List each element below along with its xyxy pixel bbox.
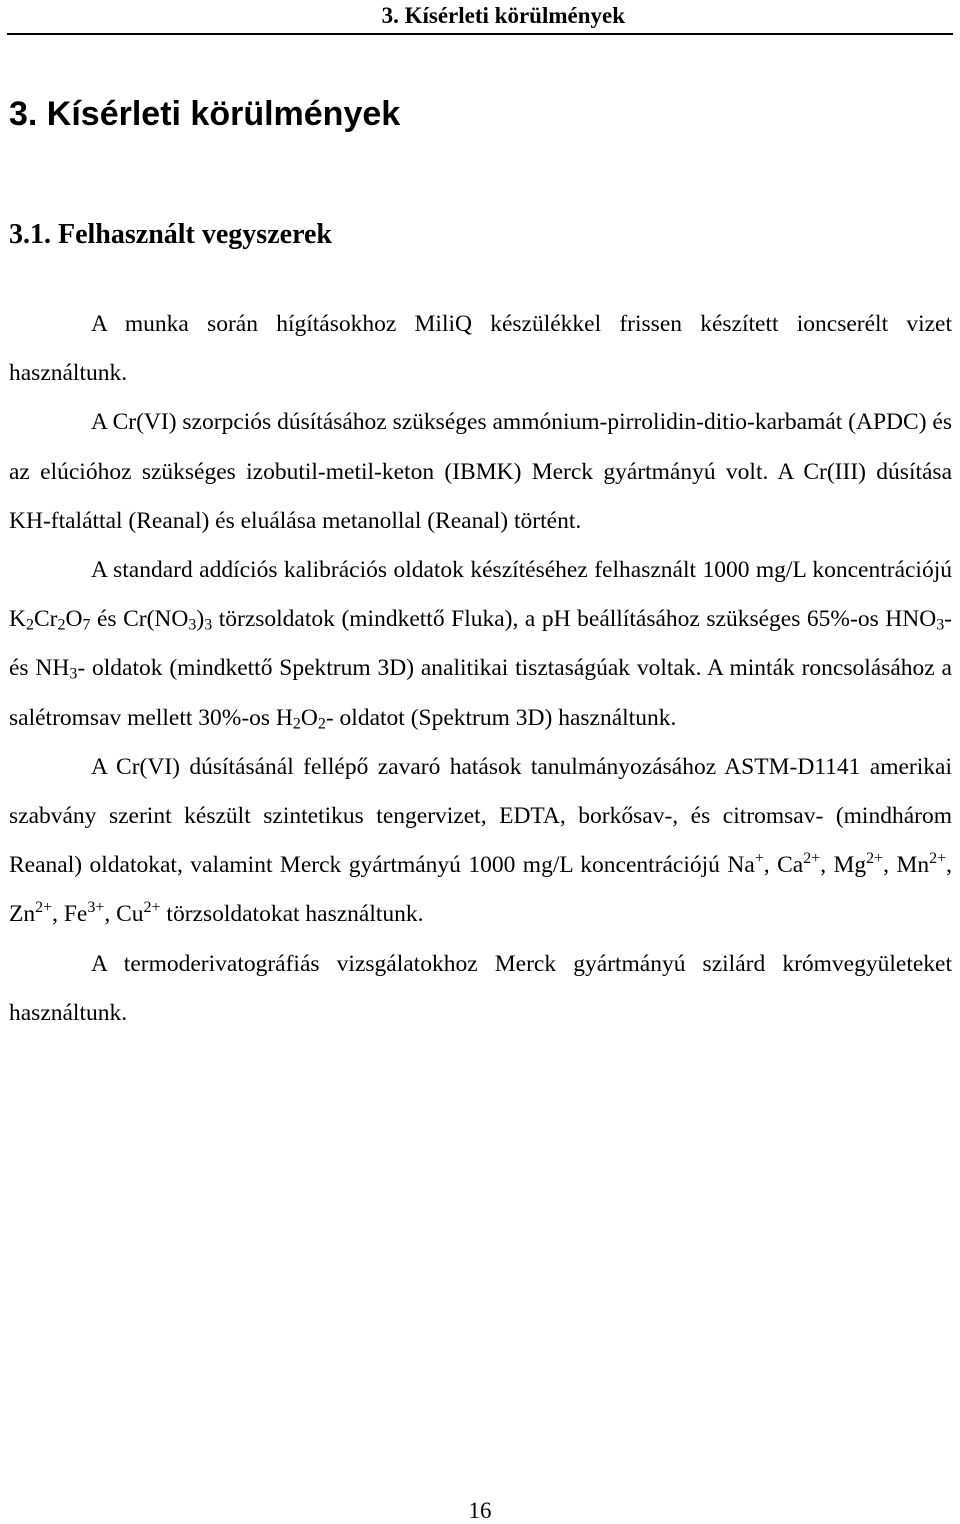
subscript: 3 <box>936 616 945 634</box>
p4-text: , Ca <box>763 852 804 879</box>
superscript: 2+ <box>929 850 947 868</box>
p3-text: A standard addíciós kalibrációs oldatok készítéséhez felhasznált 1000 mg/L koncentrációjú K <box>9 557 952 633</box>
p3-text: A minták roncsolásához a salétromsav mellett 30%-os H <box>9 655 952 731</box>
running-header-title: 3. Kísérleti körülmények <box>381 3 625 28</box>
p3-text: - oldatok (mindkettő Spektrum 3D) analitikai tisztaságúak voltak. <box>77 655 702 682</box>
p3-text: - és NH <box>9 606 952 682</box>
subscript: 2 <box>25 616 34 634</box>
paragraph-5-text: A termoderivatográfiás vizsgálatokhoz Merck gyártmányú szilárd krómvegyületeket használtunk. <box>9 950 952 1026</box>
page-number: 16 <box>468 1498 492 1523</box>
header-rule <box>7 33 953 35</box>
body-text <box>9 300 952 1038</box>
subscript: 2 <box>317 715 326 733</box>
p4-text: , Zn <box>9 852 953 928</box>
subscript: 3 <box>204 616 213 634</box>
paragraph-5 <box>9 940 952 1038</box>
p3-text: és Cr(NO <box>90 606 189 633</box>
subscript: 2 <box>292 715 301 733</box>
p4-text: , Mg <box>820 852 867 879</box>
paragraph-2-sentence-1: A Cr(VI) szorpciós dúsításához szükséges ammónium-pirrolidin-ditio-karbamát (APDC) és az elúcióhoz szükséges izobutil-metil-keton (IBMK) Merck gyártmányú volt. <box>9 409 952 485</box>
p3-text: Cr <box>33 606 58 633</box>
superscript: 3+ <box>87 899 105 917</box>
subscript: 3 <box>69 665 78 683</box>
subscript: 7 <box>82 616 91 634</box>
p3-text: törzsoldatok (mindkettő Fluka), a pH beállításához szükséges 65%-os HNO <box>212 606 937 633</box>
paragraph-1-text: A munka során hígításokhoz MiliQ készülékkel frissen készített ioncserélt vizet használtunk. <box>9 311 952 387</box>
p3-text: O <box>65 606 83 633</box>
superscript: + <box>754 850 764 868</box>
paragraph-3 <box>9 546 952 743</box>
paragraph-1 <box>9 300 952 398</box>
superscript: 2+ <box>35 899 53 917</box>
chapter-title: 3. Kísérleti körülmények <box>9 95 401 133</box>
subscript: 2 <box>57 616 66 634</box>
subscript: 3 <box>188 616 197 634</box>
superscript: 2+ <box>803 850 821 868</box>
p4-text: , Cu <box>104 901 144 928</box>
p4-text: , Fe <box>52 901 88 928</box>
p3-text: ) <box>196 606 205 633</box>
p3-text: - oldatot (Spektrum 3D) használtunk. <box>325 704 677 731</box>
p4-text: A Cr(VI) dúsításánál fellépő zavaró hatások tanulmányozásához ASTM-D1141 amerikai szabvány szerint készült szintetikus tengervizet, EDTA, borkősav-, és citromsav- (mindhárom Reanal) oldatokat, valamint Merck gyártmányú 1000 mg/L koncentrációjú Na <box>9 753 952 879</box>
superscript: 2+ <box>866 850 884 868</box>
superscript: 2+ <box>143 899 161 917</box>
paragraph-4 <box>9 743 952 940</box>
running-header <box>0 0 960 34</box>
p3-text: O <box>300 704 318 731</box>
paragraph-2-sentence-2: A Cr(III) dúsítása KH-ftaláttal (Reanal) és eluálása metanollal (Reanal) történt. <box>9 458 953 534</box>
section-title: 3.1. Felhasznált vegyszerek <box>9 219 332 250</box>
p4-text: , Mn <box>883 852 930 879</box>
p4-text: törzsoldatokat használtunk. <box>160 901 424 928</box>
paragraph-2 <box>9 398 952 546</box>
